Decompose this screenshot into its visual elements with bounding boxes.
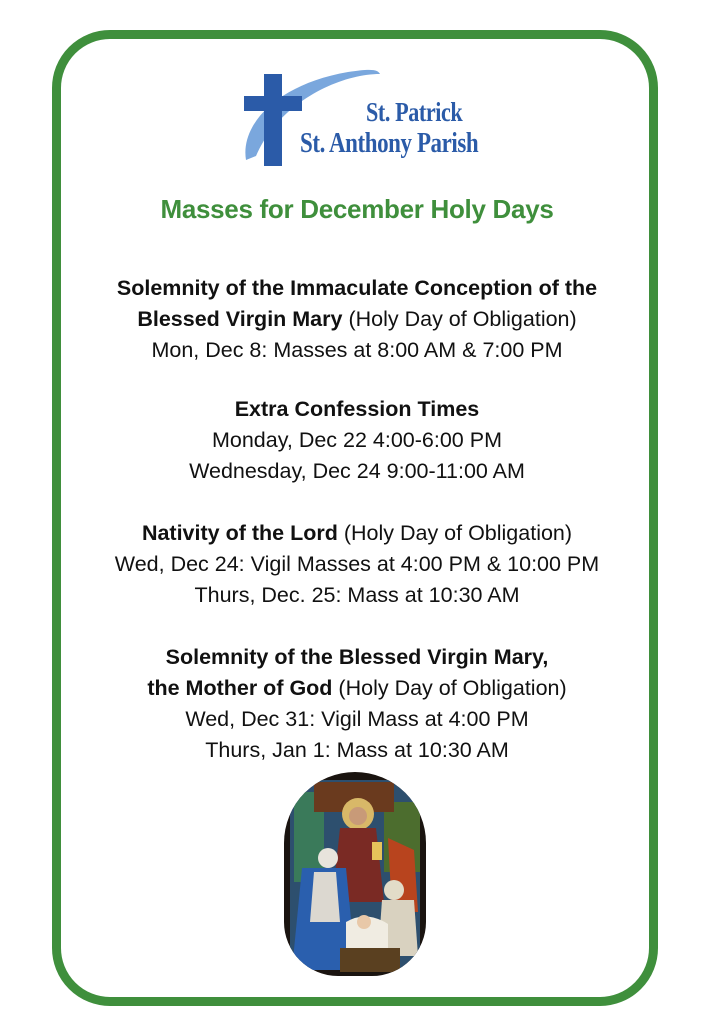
section-title-bold: Nativity of the Lord xyxy=(141,521,338,545)
section-title: Extra Confession Times xyxy=(234,397,480,421)
mass-time-line: Thurs, Dec. 25: Mass at 10:30 AM xyxy=(194,583,520,607)
section-confession-times xyxy=(60,394,654,487)
confession-time-line: Monday, Dec 22 4:00-6:00 PM xyxy=(211,428,502,452)
section-immaculate-conception xyxy=(60,273,654,366)
section-title-bold: Blessed Virgin Mary xyxy=(137,307,343,331)
section-mother-of-god xyxy=(60,642,654,766)
mass-time-line: Wed, Dec 31: Vigil Mass at 4:00 PM xyxy=(185,707,529,731)
confession-time-line: Wednesday, Dec 24 9:00-11:00 AM xyxy=(189,459,525,483)
mass-time-line: Thurs, Jan 1: Mass at 10:30 AM xyxy=(205,738,509,762)
section-title-line xyxy=(60,518,654,549)
obligation-note: (Holy Day of Obligation) xyxy=(332,676,567,700)
section-title-bold: the Mother of God xyxy=(147,676,333,700)
parish-logo xyxy=(238,64,488,168)
mass-time-line: Mon, Dec 8: Masses at 8:00 AM & 7:00 PM xyxy=(151,338,563,362)
page-title: Masses for December Holy Days xyxy=(160,194,554,224)
logo-line-2: St. Anthony Parish xyxy=(300,128,479,159)
obligation-note: (Holy Day of Obligation) xyxy=(337,521,573,545)
section-title: Solemnity of the Blessed Virgin Mary, xyxy=(165,645,549,669)
section-title-line xyxy=(60,304,654,335)
logo-line-1: St. Patrick xyxy=(366,97,463,127)
section-title-line xyxy=(60,673,654,704)
section-nativity xyxy=(60,518,654,611)
stained-glass-nativity-icon xyxy=(284,772,426,976)
obligation-note: (Holy Day of Obligation) xyxy=(342,307,577,331)
mass-time-line: Wed, Dec 24: Vigil Masses at 4:00 PM & 10:00 PM xyxy=(114,552,600,576)
section-title: Solemnity of the Immaculate Conception of the xyxy=(116,276,598,300)
